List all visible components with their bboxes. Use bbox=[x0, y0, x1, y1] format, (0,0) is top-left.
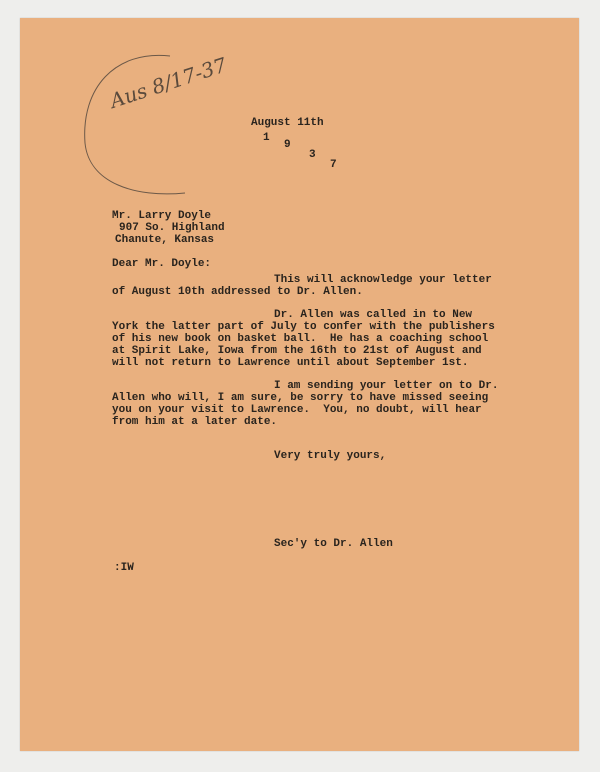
paragraph-1-line-2: of August 10th addressed to Dr. Allen. bbox=[112, 286, 363, 298]
date-line: August 11th bbox=[251, 117, 324, 129]
recipient-street: 907 So. Highland bbox=[119, 222, 225, 234]
recipient-name: Mr. Larry Doyle bbox=[112, 210, 212, 222]
closing: Very truly yours, bbox=[274, 450, 387, 462]
paragraph-2-line-1: Dr. Allen was called in to New bbox=[274, 309, 473, 321]
handwritten-date-annotation bbox=[75, 48, 245, 198]
date-digit-3: 3 bbox=[309, 149, 316, 161]
signature-line: Sec'y to Dr. Allen bbox=[274, 538, 393, 550]
paragraph-2-line-3: of his new book on basket ball. He has a coaching school bbox=[112, 333, 489, 345]
paragraph-3-line-2: Allen who will, I am sure, be sorry to have missed seeing bbox=[112, 392, 489, 404]
letter-page bbox=[20, 18, 579, 751]
paragraph-2-line-5: will not return to Lawrence until about September 1st. bbox=[112, 357, 469, 369]
paragraph-3-line-1: I am sending your letter on to Dr. bbox=[274, 380, 499, 392]
date-digit-4: 7 bbox=[330, 159, 337, 171]
paragraph-1-line-1: This will acknowledge your letter bbox=[274, 274, 492, 286]
paragraph-2-line-4: at Spirit Lake, Iowa from the 16th to 21st of August and bbox=[112, 345, 482, 357]
paragraph-2-line-2: York the latter part of July to confer with the publishers bbox=[112, 321, 495, 333]
salutation: Dear Mr. Doyle: bbox=[112, 258, 212, 270]
typist-initials: :IW bbox=[114, 562, 134, 574]
date-digit-1: 1 bbox=[263, 132, 270, 144]
annotation-text: Aus 8/17-37 bbox=[107, 52, 230, 113]
date-digit-2: 9 bbox=[284, 139, 291, 151]
paragraph-3-line-4: from him at a later date. bbox=[112, 416, 278, 428]
recipient-city: Chanute, Kansas bbox=[115, 234, 215, 246]
paragraph-3-line-3: you on your visit to Lawrence. You, no doubt, will hear bbox=[112, 404, 482, 416]
